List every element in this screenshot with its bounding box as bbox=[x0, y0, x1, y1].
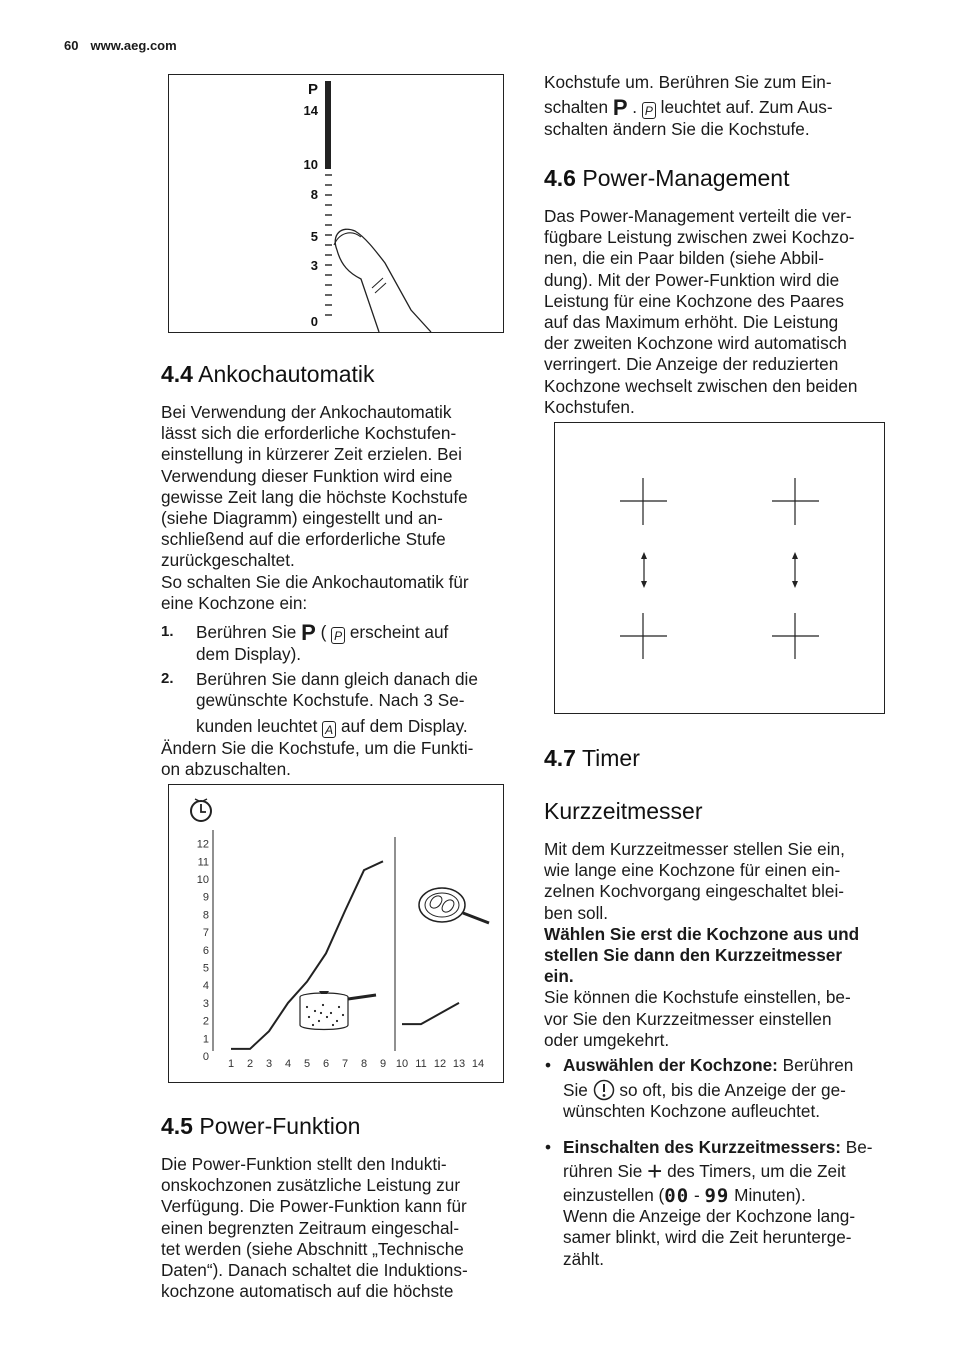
left-column bbox=[161, 360, 521, 780]
sec47-after-0: Sie können die Kochstufe einstellen, be- bbox=[544, 987, 851, 1008]
y-tick-label: 6 bbox=[202, 944, 209, 957]
sec46-line-2: nen, die ein Paar bilden (siehe Abbil- bbox=[544, 248, 824, 269]
slider-label-10: 10 bbox=[303, 157, 318, 172]
sec45-line-1: onskochzonen zusätzliche Leistung zur bbox=[161, 1175, 461, 1196]
page-header bbox=[64, 38, 189, 53]
power-p-icon: P bbox=[301, 620, 316, 646]
p-display-icon-2: P bbox=[642, 102, 656, 119]
slider-figure bbox=[168, 74, 504, 333]
sec44-after-1: on abzuschalten. bbox=[161, 758, 291, 779]
p-display-icon: P bbox=[331, 627, 345, 644]
bullet-select-zone: • Auswählen der Kochzone: Berühren Sie so oft, bis die Anzeige der ge- wünschten Kochzone aufleuchtet. bbox=[545, 1055, 854, 1122]
y-tick-label: 3 bbox=[202, 997, 209, 1010]
y-tick-label: 8 bbox=[202, 909, 209, 922]
y-tick-label: 9 bbox=[202, 891, 209, 904]
slider-label-0: 0 bbox=[310, 314, 318, 329]
sec47-bold-2: ein. bbox=[544, 966, 574, 987]
x-tick-label: 1 bbox=[227, 1058, 235, 1070]
section-4-6-heading: 4.6 Power-Management bbox=[544, 165, 790, 191]
sec46-line-0: Das Power-Management verteilt die ver- bbox=[544, 206, 852, 226]
section-4-5 bbox=[161, 1112, 521, 1302]
x-tick-label: 8 bbox=[360, 1058, 368, 1070]
page-number: 60 bbox=[64, 38, 79, 53]
zone-cross-top-right bbox=[772, 478, 819, 525]
x-tick-label: 7 bbox=[341, 1058, 349, 1070]
sec44-line-8: So schalten Sie die Ankochautomatik für bbox=[161, 571, 469, 592]
sec44-line-2: einstellung in kürzerer Zeit erzielen. Bei bbox=[161, 444, 462, 465]
sec45-line-6: kochzone automatisch auf die höchste bbox=[161, 1281, 454, 1302]
x-tick-label: 6 bbox=[322, 1058, 330, 1070]
a-display-icon: A bbox=[322, 721, 336, 738]
col2-line-1: Kochstufe um. Berühren Sie zum Ein- bbox=[544, 72, 832, 92]
power-p-icon-2: P bbox=[612, 95, 628, 121]
sec44-after-0: Ändern Sie die Kochstufe, um die Funkti- bbox=[161, 737, 474, 758]
hob-pairs-figure bbox=[554, 422, 885, 714]
zone-cross-top-left bbox=[620, 478, 667, 525]
sec44-line-9: eine Kochzone ein: bbox=[161, 592, 308, 613]
finger-icon bbox=[335, 229, 431, 332]
section-4-6 bbox=[544, 164, 914, 418]
x-tick-label: 3 bbox=[265, 1058, 273, 1070]
frying-pan-icon bbox=[419, 888, 489, 923]
boost-chart bbox=[169, 785, 503, 1082]
segment-display-00: 00 bbox=[664, 1185, 690, 1208]
y-tick-label: 11 bbox=[197, 856, 209, 869]
sec47-bold-1: stellen Sie dann den Kurzzeitmesser bbox=[544, 945, 843, 966]
sec46-line-3: dung). Mit der Power-Funktion wird die bbox=[544, 269, 840, 290]
section-4-4-heading: 4.4 Ankochautomatik bbox=[161, 361, 375, 387]
sec45-line-3: einen begrenzten Zeitraum eingeschal- bbox=[161, 1217, 460, 1238]
y-tick-label: 10 bbox=[196, 874, 209, 886]
sec45-line-5: Daten“). Danach schaltet die Induktions- bbox=[161, 1260, 468, 1281]
sec46-line-8: Kochzone wechselt zwischen den beiden bbox=[544, 375, 858, 396]
y-tick-label: 1 bbox=[202, 1033, 209, 1046]
hob-pairs-diagram bbox=[555, 423, 884, 713]
section-4-5-heading: 4.5 Power-Funktion bbox=[161, 1113, 361, 1139]
section-4-7-heading: 4.7 Timer bbox=[544, 745, 640, 771]
slider-label-3: 3 bbox=[310, 258, 318, 273]
slider-label-8: 8 bbox=[310, 187, 318, 202]
x-tick-label: 5 bbox=[303, 1058, 311, 1070]
step-2: 2. Berühren Sie dann gleich danach die gewünschte Kochstufe. Nach 3 Se- kunden leuchtet A auf dem Display. bbox=[161, 669, 478, 737]
x-tick-label: 13 bbox=[452, 1058, 466, 1070]
zone-cross-bottom-right bbox=[772, 613, 819, 659]
x-tick-label: 4 bbox=[284, 1058, 292, 1070]
zone-cross-bottom-left bbox=[620, 613, 667, 659]
sec46-line-9: Kochstufen. bbox=[544, 396, 635, 417]
series-line-fry bbox=[402, 1003, 459, 1024]
slider-label-5: 5 bbox=[310, 229, 318, 244]
sec47-intro-0: Mit dem Kurzzeitmesser stellen Sie ein, bbox=[544, 839, 845, 859]
col2-line-2: schalten P . P leuchtet auf. Zum Aus- bbox=[544, 95, 833, 121]
right-column-top bbox=[544, 72, 904, 140]
x-tick-label: 9 bbox=[379, 1058, 387, 1070]
slider-label-14: 14 bbox=[303, 103, 318, 118]
col2-line-3: schalten ändern Sie die Kochstufe. bbox=[544, 119, 810, 140]
sec46-line-6: der zweiten Kochzone wird automatisch bbox=[544, 333, 847, 354]
sec44-line-4: gewisse Zeit lang die höchste Kochstufe bbox=[161, 486, 468, 507]
y-tick-label: 5 bbox=[202, 962, 209, 975]
step-1: 1. Berühren Sie P ( P erscheint auf dem Display). bbox=[161, 620, 449, 665]
boost-diagram bbox=[168, 784, 504, 1083]
x-tick-label: 2 bbox=[246, 1058, 254, 1070]
sec44-line-6: schließend auf die erforderliche Stufe bbox=[161, 529, 446, 550]
slider-active-bar bbox=[325, 81, 331, 169]
sec44-line-3: Verwendung dieser Funktion wird eine bbox=[161, 465, 453, 486]
y-tick-label: 12 bbox=[196, 838, 209, 851]
sec46-line-5: auf das Maximum erhöht. Die Leistung bbox=[544, 312, 839, 333]
sec44-line-0: Bei Verwendung der Ankochautomatik bbox=[161, 402, 452, 422]
sec47-bold-0: Wählen Sie erst die Kochzone aus und bbox=[544, 923, 860, 944]
x-tick-label: 11 bbox=[415, 1058, 427, 1070]
timer-select-icon bbox=[593, 1079, 615, 1101]
clock-icon bbox=[191, 799, 211, 821]
y-tick-label: 0 bbox=[202, 1051, 209, 1063]
sec47-intro-3: ben soll. bbox=[544, 902, 609, 923]
sec46-line-7: verringert. Die Anzeige der reduzierten bbox=[544, 354, 839, 375]
website-url: www.aeg.com bbox=[90, 38, 177, 53]
sec44-line-5: (siehe Diagramm) eingestellt und an- bbox=[161, 508, 443, 529]
sec47-after-2: oder umgekehrt. bbox=[544, 1029, 670, 1050]
slider-label-p: P bbox=[307, 81, 318, 98]
sec46-line-4: Leistung für eine Kochzone des Paares bbox=[544, 290, 845, 311]
sec45-line-0: Die Power-Funktion stellt den Indukti- bbox=[161, 1154, 447, 1174]
section-4-7-subtitle: Kurzzeitmesser bbox=[544, 798, 703, 824]
y-tick-label: 4 bbox=[202, 980, 209, 993]
sec44-line-1: lässt sich die erforderliche Kochstufen- bbox=[161, 423, 457, 444]
bullet-start-timer: • Einschalten des Kurzzeitmessers: Be- rühren Sie + des Timers, um die Zeit einzustellen (00 - 99 Minuten). Wenn die Anzeige der Kochzone lang- samer blinkt, wird die Zeit herunterge- zählt. bbox=[545, 1136, 873, 1269]
pot-icon bbox=[300, 991, 376, 1030]
sec45-line-4: tet werden (siehe Abschnitt „Technische bbox=[161, 1238, 464, 1259]
x-tick-label: 12 bbox=[433, 1058, 447, 1070]
x-tick-label: 14 bbox=[471, 1058, 485, 1070]
plus-icon: + bbox=[647, 1155, 663, 1186]
sec47-intro-1: wie lange eine Kochzone für einen ein- bbox=[544, 860, 841, 881]
sec47-after-1: vor Sie den Kurzzeitmesser einstellen bbox=[544, 1008, 832, 1029]
y-tick-label: 7 bbox=[202, 927, 209, 940]
segment-display-99: 99 bbox=[704, 1185, 730, 1208]
sec45-line-2: Verfügung. Die Power-Funktion kann für bbox=[161, 1196, 467, 1217]
x-tick-label: 10 bbox=[395, 1058, 409, 1070]
sec46-line-1: fügbare Leistung zwischen zwei Kochzo- bbox=[544, 227, 855, 248]
sec44-line-7: zurückgeschaltet. bbox=[161, 550, 295, 571]
y-tick-label: 2 bbox=[202, 1015, 209, 1028]
section-4-7 bbox=[544, 744, 914, 1270]
slider-illustration bbox=[169, 75, 503, 332]
sec47-intro-2: zelnen Kochvorgang eingeschaltet blei- bbox=[544, 881, 845, 902]
slider-ticks bbox=[325, 175, 332, 315]
